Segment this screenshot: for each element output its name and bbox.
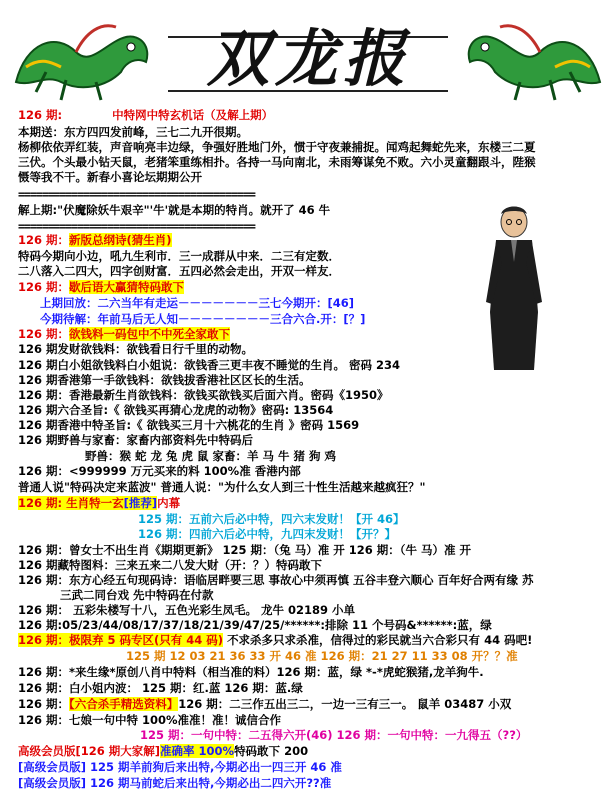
line-12: 126 期：歇后语大赢猜特码敢下 bbox=[18, 280, 185, 294]
line-41: 125 期：一句中特：二五得六开(46) 126 期：一句中特：一九得五（??） bbox=[140, 728, 528, 742]
line-40: 126 期：七娘一句中特 100%准准！准！诚信合作 bbox=[18, 713, 282, 727]
line-29: 126 期：曾女士不出生肖《期期更新》 125 期：（兔 马）准 开 126 期：（牛 马）准 开 bbox=[18, 543, 472, 557]
line-21: 126 期香港中特圣旨:《 欲钱买三月十六桃花的生肖 》密码 1569 bbox=[18, 418, 360, 432]
line-35: 126 期：极限弃 5 码专区(只有 44 码) 不求杀多只求杀准，信得过的彩民就当六合彩只有 44 码吧! bbox=[18, 633, 533, 647]
line-42: 高级会员版[126 期大家解]准确率 100%特码敢下 200 bbox=[18, 744, 309, 758]
line-44: [高级会员版] 126 期马前蛇后来出特,今期必出二四六开??准 bbox=[18, 776, 332, 790]
line-32: 三武二同台戏 先中特码在付款 bbox=[60, 588, 214, 602]
line-28: 126 期：四前六后必中特，九四末发财！【开？】 bbox=[138, 527, 397, 541]
line-11: 二八落入二四大，四字创财富．五四必然会走出，开双一样友． bbox=[18, 264, 340, 278]
dragon-left-icon bbox=[6, 12, 156, 104]
line-17: 126 期白小姐欲钱料白小姐说：欲钱香三更丰夜不睡觉的生肖。 密码 234 bbox=[18, 358, 401, 372]
line-25: 普通人说"特码决定来蓝波" 普通人说："为什么女人到三十性生活越来越疯狂？" bbox=[18, 480, 426, 494]
line-24: 126 期：<999999 万元买来的料 100%准 香港内部 bbox=[18, 464, 301, 478]
line-3: 杨柳依依弄红装，声音响亮丰边绿，争强好胜地门外，惯于守夜兼捕捉。闻鸡起舞蛇先来，东楼三二夏 bbox=[18, 140, 536, 154]
line-15: 126 期：欲钱料一码包中不中死全家敢下 bbox=[18, 327, 231, 341]
line-10: 特码今期向小边，吼九生利市．三一成群从中来．二三有定数． bbox=[18, 249, 340, 263]
line-1: 126 期: 中特网中特玄机话（及解上期） bbox=[18, 108, 274, 122]
line-36: 125 期 12 03 21 36 33 开 46 准 126 期：21 27 11 33 08 开？？准 bbox=[126, 649, 518, 663]
line-31: 126 期：东方心经五句现码诗：语临居畔要三思 事故心中须再慎 五谷丰登六顺心 百年好合两有缘 苏 bbox=[18, 573, 534, 587]
line-34: 126 期:05/23/44/08/17/37/18/21/39/47/25/******:排除 11 个号码&******:蓝，绿 bbox=[18, 618, 492, 632]
line-2: 本期送：东方四四发前峰，三七二九开很期。 bbox=[18, 125, 248, 139]
line-39: 126 期：【六合杀手精选资料】126 期：二三作五出三二，一边一三有三一。 鼠羊 03487 小双 bbox=[18, 697, 512, 711]
line-19: 126 期：香港最新生肖欲钱料：欲钱买欲钱买后面六肖。密码《1950》 bbox=[18, 388, 389, 402]
line-18: 126 期香港第一手欲钱料：欲钱拔香港社区区长的生活。 bbox=[18, 373, 311, 387]
line-38: 126 期：白小姐内波： 125 期：红.蓝 126 期：蓝.绿 bbox=[18, 681, 303, 695]
line-13: 上期回放：二六当年有走运－－－－－－－三七今期开：[46] bbox=[40, 296, 355, 310]
line-37: 126 期：*来生缘*原创八肖中特料（相当准的料）126 期：蓝，绿 *-*虎蛇猴猪,龙羊狗牛. bbox=[18, 665, 484, 679]
line-7: 解上期:"伏魔除妖牛艰辛"'牛'就是本期的特肖。就开了 46 牛 bbox=[18, 203, 331, 217]
line-23: 野兽：猴 蛇 龙 兔 虎 鼠 家畜：羊 马 牛 猪 狗 鸡 bbox=[85, 449, 337, 463]
line-27: 125 期：五前六后必中特，四六末发财！【开 46】 bbox=[138, 512, 405, 526]
line-5: 慑等我不干。新春小喜论坛期期公开 bbox=[18, 170, 202, 184]
line-22: 126 期野兽与家畜：家畜内部资料先中特码后 bbox=[18, 433, 254, 447]
separator-1: ======================================== bbox=[18, 187, 255, 201]
line-9: 126 期：新版总纲诗(猜生肖) bbox=[18, 233, 172, 247]
person-figure-icon bbox=[478, 202, 550, 374]
line-4: 三伏。个头最小钻天鼠，老猪笨重练相扑。各持一马向南北，未雨筹谋免不败。六小灵童翻跟斗，陛猴 bbox=[18, 155, 536, 169]
dragon-right-icon bbox=[445, 12, 610, 104]
separator-2: ======================================== bbox=[18, 219, 255, 233]
line-43: [高级会员版] 125 期羊前狗后来出特,今期必出一四三开 46 准 bbox=[18, 760, 342, 774]
line-33: 126 期： 五彩朱楼写十八，五色光彩生凤毛。 龙牛 02189 小单 bbox=[18, 603, 356, 617]
line-30: 126 期藏特图料：三来五来二八发大财（开：？）特码敢下 bbox=[18, 558, 323, 572]
line-20: 126 期六合圣旨:《 欲钱买再猜心龙虎的动物》密码: 13564 bbox=[18, 403, 334, 417]
line-16: 126 期发财欲钱料：欲钱看日行千里的动物。 bbox=[18, 342, 254, 356]
line-26: 126 期: 生肖特一玄[推荐]内幕 bbox=[18, 496, 181, 510]
line-14: 今期待解：年前马后无人知－－－－－－－－三合六合.开：[？] bbox=[40, 312, 366, 326]
page-title: 双龙报 bbox=[206, 22, 411, 95]
